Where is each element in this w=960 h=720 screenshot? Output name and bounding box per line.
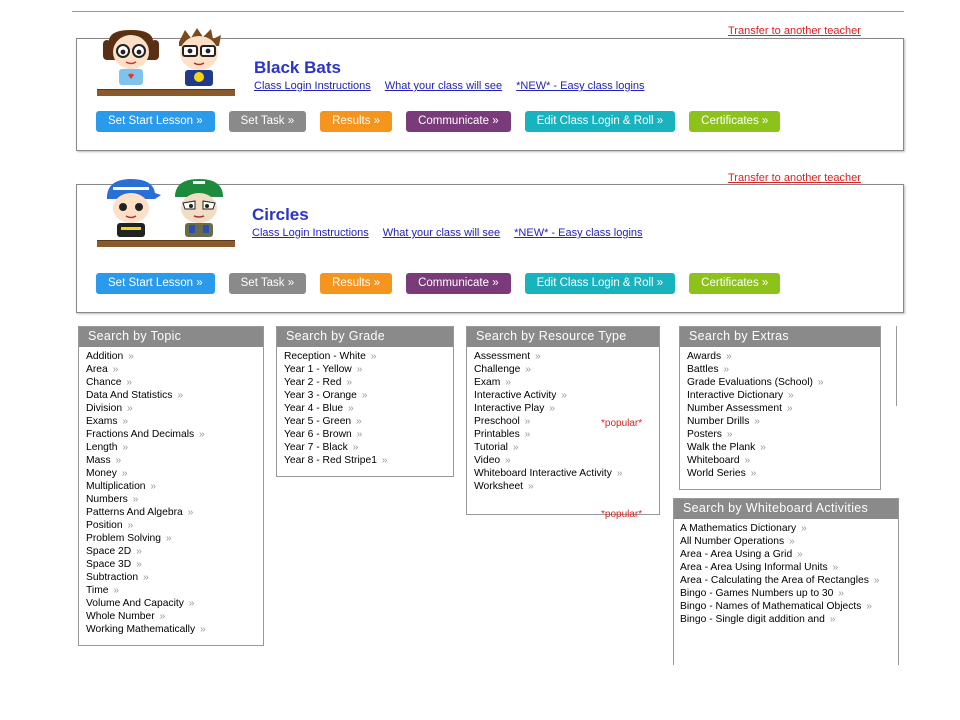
chevron-right-icon: »: [177, 390, 184, 401]
chevron-right-icon: »: [838, 588, 844, 599]
chevron-right-icon: »: [744, 455, 751, 466]
chevron-right-icon: »: [115, 455, 122, 466]
list-item-label: Video: [474, 455, 501, 466]
list-item-label: Assessment: [474, 351, 531, 362]
list-item-label: Length: [86, 442, 118, 453]
list-item-label: Time: [86, 585, 109, 596]
chevron-right-icon: »: [352, 442, 359, 453]
certificates-button[interactable]: Certificates »: [689, 111, 780, 132]
popular-badge: *popular*: [601, 509, 643, 520]
student-avatar-icon: [99, 26, 163, 92]
list-item-label: Awards: [687, 351, 722, 362]
class-login-instructions-link[interactable]: Class Login Instructions: [252, 227, 369, 239]
list-item[interactable]: [86, 363, 263, 376]
chevron-right-icon: »: [524, 416, 531, 427]
list-item-label: Addition: [86, 351, 124, 362]
chevron-right-icon: »: [348, 403, 354, 414]
list-item-label: Interactive Activity: [474, 390, 557, 401]
chevron-right-icon: »: [505, 377, 511, 388]
list-item[interactable]: [86, 454, 263, 467]
chevron-right-icon: »: [723, 364, 730, 375]
list-item-label: Number Assessment: [687, 403, 782, 414]
list-item[interactable]: [687, 415, 880, 428]
chevron-right-icon: »: [726, 429, 733, 440]
list-item[interactable]: [474, 376, 659, 389]
list-item[interactable]: [687, 389, 880, 402]
list-item[interactable]: [86, 545, 263, 558]
set-task-button[interactable]: Set Task »: [229, 111, 307, 132]
list-item[interactable]: [284, 389, 453, 402]
chevron-right-icon: »: [786, 403, 793, 414]
list-item[interactable]: [680, 548, 892, 561]
panel-header: Search by Resource Type: [467, 327, 659, 347]
grade-list: [277, 347, 453, 467]
list-item[interactable]: [680, 613, 892, 626]
list-item-label: Printables: [474, 429, 520, 440]
chevron-right-icon: »: [866, 601, 873, 612]
chevron-right-icon: »: [797, 549, 803, 560]
list-item[interactable]: [284, 454, 453, 467]
chevron-right-icon: »: [122, 416, 129, 427]
list-item[interactable]: [284, 415, 453, 428]
list-item[interactable]: [687, 376, 880, 389]
chevron-right-icon: »: [346, 377, 353, 388]
easy-class-logins-link[interactable]: *NEW* - Easy class logins: [516, 80, 645, 92]
list-item-label: Working Mathematically: [86, 624, 196, 635]
chevron-right-icon: »: [199, 624, 206, 635]
list-item[interactable]: [680, 535, 892, 548]
chevron-right-icon: »: [616, 468, 623, 479]
list-item[interactable]: [86, 584, 263, 597]
chevron-right-icon: »: [534, 351, 541, 362]
list-item[interactable]: [86, 480, 263, 493]
chevron-right-icon: »: [788, 390, 794, 401]
communicate-button[interactable]: Communicate »: [406, 111, 511, 132]
list-item-label: Area: [86, 364, 108, 375]
list-item[interactable]: [680, 600, 892, 613]
list-item-label: Exam: [474, 377, 501, 388]
list-item[interactable]: [86, 610, 263, 623]
list-item[interactable]: [680, 587, 892, 600]
list-item-label: Space 3D: [86, 559, 132, 570]
list-item[interactable]: [86, 532, 263, 545]
student-avatar-icon: [99, 177, 163, 243]
list-item-label: Bingo - Single digit addition and: [680, 614, 825, 625]
list-item-label: Year 6 - Brown: [284, 429, 352, 440]
chevron-right-icon: »: [873, 575, 880, 586]
list-item[interactable]: [687, 467, 880, 480]
popular-badge: *popular*: [601, 418, 643, 429]
list-item[interactable]: [284, 376, 453, 389]
list-item[interactable]: [687, 350, 880, 363]
certificates-button[interactable]: Certificates »: [689, 273, 780, 294]
whiteboard-list: [674, 519, 898, 626]
list-item-label: Worksheet: [474, 481, 524, 492]
list-item[interactable]: [680, 522, 892, 535]
chevron-right-icon: »: [512, 442, 519, 453]
list-item-label: Area - Calculating the Area of Rectangles: [680, 575, 869, 586]
chevron-right-icon: »: [127, 520, 134, 531]
chevron-right-icon: »: [505, 455, 511, 466]
transfer-teacher-link[interactable]: Transfer to another teacher: [728, 25, 861, 37]
class-links: [252, 227, 657, 239]
class-name[interactable]: Black Bats: [254, 58, 341, 77]
chevron-right-icon: »: [801, 523, 807, 534]
list-item[interactable]: [86, 415, 263, 428]
list-item-label: Position: [86, 520, 123, 531]
list-item[interactable]: [86, 441, 263, 454]
chevron-right-icon: »: [829, 614, 836, 625]
edit-class-login-button[interactable]: Edit Class Login & Roll »: [525, 273, 676, 294]
list-item[interactable]: [86, 558, 263, 571]
chevron-right-icon: »: [754, 416, 760, 427]
chevron-right-icon: »: [789, 536, 795, 547]
search-by-extras-panel: [679, 326, 881, 490]
list-item-label: Year 7 - Black: [284, 442, 348, 453]
list-item[interactable]: [284, 441, 453, 454]
list-item[interactable]: [474, 428, 659, 441]
chevron-right-icon: »: [527, 481, 534, 492]
list-item-label: Tutorial: [474, 442, 508, 453]
chevron-right-icon: »: [524, 429, 531, 440]
panel-header: Search by Topic: [79, 327, 263, 347]
list-item[interactable]: [284, 350, 453, 363]
set-start-lesson-button[interactable]: Set Start Lesson »: [96, 273, 215, 294]
top-divider: [72, 11, 904, 12]
chevron-right-icon: »: [750, 468, 757, 479]
chevron-right-icon: »: [760, 442, 766, 453]
list-item[interactable]: [680, 561, 892, 574]
list-item-label: All Number Operations: [680, 536, 785, 547]
list-item-label: Fractions And Decimals: [86, 429, 195, 440]
chevron-right-icon: »: [187, 507, 194, 518]
chevron-right-icon: »: [199, 429, 205, 440]
list-item[interactable]: [474, 480, 659, 493]
list-item[interactable]: [86, 389, 263, 402]
communicate-button[interactable]: Communicate »: [406, 273, 511, 294]
student-avatar-icon: [167, 26, 231, 92]
list-item-label: Year 4 - Blue: [284, 403, 344, 414]
chevron-right-icon: »: [832, 562, 839, 573]
class-card-circles: [76, 184, 904, 313]
what-class-will-see-link[interactable]: What your class will see: [382, 227, 501, 239]
list-item[interactable]: [687, 441, 880, 454]
search-by-topic-panel: [78, 326, 264, 646]
list-item-label: Money: [86, 468, 117, 479]
list-item[interactable]: [86, 467, 263, 480]
extras-list: [680, 347, 880, 480]
list-item-label: Year 3 - Orange: [284, 390, 357, 401]
list-item-label: Area - Area Using Informal Units: [680, 562, 828, 573]
list-item-label: Subtraction: [86, 572, 139, 583]
list-item[interactable]: [86, 597, 263, 610]
edit-class-login-button[interactable]: Edit Class Login & Roll »: [525, 111, 676, 132]
list-item[interactable]: [86, 428, 263, 441]
panel-header: Search by Extras: [680, 327, 880, 347]
class-links: [254, 80, 659, 92]
list-item-label: Problem Solving: [86, 533, 161, 544]
chevron-right-icon: »: [165, 533, 172, 544]
list-item-label: World Series: [687, 468, 746, 479]
panel-header: Search by Whiteboard Activities: [674, 499, 898, 519]
easy-class-logins-link[interactable]: *NEW* - Easy class logins: [514, 227, 643, 239]
list-item-label: Volume And Capacity: [86, 598, 184, 609]
chevron-right-icon: »: [159, 611, 166, 622]
list-item-label: Walk the Plank: [687, 442, 756, 453]
list-item-label: Year 8 - Red Stripe1: [284, 455, 377, 466]
list-item-label: Area - Area Using a Grid: [680, 549, 793, 560]
chevron-right-icon: »: [356, 364, 363, 375]
list-item-label: Grade Evaluations (School): [687, 377, 813, 388]
list-item-label: Numbers: [86, 494, 128, 505]
chevron-right-icon: »: [121, 468, 128, 479]
chevron-right-icon: »: [817, 377, 824, 388]
chevron-right-icon: »: [361, 390, 368, 401]
avatar-shelf: [97, 89, 235, 96]
list-item[interactable]: [86, 402, 263, 415]
list-item[interactable]: [474, 350, 659, 363]
chevron-right-icon: »: [126, 377, 133, 388]
chevron-right-icon: »: [136, 546, 142, 557]
chevron-right-icon: »: [113, 585, 120, 596]
class-avatars: [97, 26, 235, 96]
list-item[interactable]: [474, 389, 659, 402]
chevron-right-icon: »: [132, 494, 139, 505]
list-item-label: Number Drills: [687, 416, 750, 427]
list-item[interactable]: [86, 506, 263, 519]
list-item[interactable]: [284, 402, 453, 415]
list-item-label: Preschool: [474, 416, 520, 427]
list-item[interactable]: [474, 454, 659, 467]
list-item-label: Battles: [687, 364, 719, 375]
list-item-label: Bingo - Names of Mathematical Objects: [680, 601, 862, 612]
results-button[interactable]: Results »: [320, 111, 392, 132]
list-item-label: Whiteboard Interactive Activity: [474, 468, 612, 479]
list-item[interactable]: [86, 493, 263, 506]
results-button[interactable]: Results »: [320, 273, 392, 294]
chevron-right-icon: »: [356, 429, 363, 440]
class-actions: [96, 273, 794, 294]
list-item-label: Space 2D: [86, 546, 132, 557]
chevron-right-icon: »: [112, 364, 119, 375]
list-item[interactable]: [680, 574, 892, 587]
search-by-grade-panel: [276, 326, 454, 477]
list-item[interactable]: [474, 467, 659, 480]
chevron-right-icon: »: [142, 572, 149, 583]
list-item-label: Posters: [687, 429, 722, 440]
list-item-label: Patterns And Algebra: [86, 507, 183, 518]
list-item[interactable]: [86, 571, 263, 584]
chevron-right-icon: »: [128, 351, 134, 362]
list-item-label: Whiteboard: [687, 455, 740, 466]
list-item-label: Whole Number: [86, 611, 155, 622]
class-name[interactable]: Circles: [252, 205, 309, 224]
list-item[interactable]: [86, 376, 263, 389]
class-login-instructions-link[interactable]: Class Login Instructions: [254, 80, 371, 92]
chevron-right-icon: »: [150, 481, 157, 492]
list-item-label: Challenge: [474, 364, 521, 375]
chevron-right-icon: »: [525, 364, 531, 375]
chevron-right-icon: »: [188, 598, 195, 609]
panel-header: Search by Grade: [277, 327, 453, 347]
list-item-label: Exams: [86, 416, 118, 427]
scroll-divider: [896, 326, 897, 406]
chevron-right-icon: »: [549, 403, 556, 414]
list-item-label: Bingo - Games Numbers up to 30: [680, 588, 834, 599]
list-item[interactable]: [284, 363, 453, 376]
avatar-shelf: [97, 240, 235, 247]
transfer-teacher-link[interactable]: Transfer to another teacher: [728, 172, 861, 184]
list-item[interactable]: [474, 441, 659, 454]
list-item[interactable]: [687, 454, 880, 467]
chevron-right-icon: »: [356, 416, 362, 427]
topic-list: [79, 347, 263, 636]
list-item[interactable]: [687, 402, 880, 415]
chevron-right-icon: »: [726, 351, 732, 362]
class-avatars: [97, 177, 235, 247]
class-card-black-bats: [76, 38, 904, 151]
list-item-label: Chance: [86, 377, 122, 388]
list-item[interactable]: [687, 363, 880, 376]
list-item-label: A Mathematics Dictionary: [680, 523, 797, 534]
set-start-lesson-button[interactable]: Set Start Lesson »: [96, 111, 215, 132]
what-class-will-see-link[interactable]: What your class will see: [384, 80, 503, 92]
list-item-label: Interactive Play: [474, 403, 545, 414]
list-item-label: Reception - White: [284, 351, 366, 362]
list-item-label: Year 2 - Red: [284, 377, 342, 388]
list-item-label: Mass: [86, 455, 111, 466]
chevron-right-icon: »: [126, 403, 133, 414]
list-item[interactable]: [687, 428, 880, 441]
list-item[interactable]: [474, 363, 659, 376]
chevron-right-icon: »: [122, 442, 129, 453]
chevron-right-icon: »: [136, 559, 142, 570]
list-item[interactable]: [474, 402, 659, 415]
list-item[interactable]: [86, 519, 263, 532]
list-item-label: Data And Statistics: [86, 390, 173, 401]
student-avatar-icon: [167, 177, 231, 243]
list-item-label: Interactive Dictionary: [687, 390, 784, 401]
list-item-label: Year 5 - Green: [284, 416, 352, 427]
class-actions: [96, 111, 794, 132]
search-by-whiteboard-panel: [673, 498, 899, 665]
list-item[interactable]: [86, 623, 263, 636]
list-item[interactable]: [284, 428, 453, 441]
list-item[interactable]: [86, 350, 263, 363]
list-item-label: Division: [86, 403, 123, 414]
chevron-right-icon: »: [370, 351, 377, 362]
chevron-right-icon: »: [381, 455, 388, 466]
set-task-button[interactable]: Set Task »: [229, 273, 307, 294]
chevron-right-icon: »: [561, 390, 568, 401]
list-item-label: Multiplication: [86, 481, 146, 492]
list-item-label: Year 1 - Yellow: [284, 364, 352, 375]
